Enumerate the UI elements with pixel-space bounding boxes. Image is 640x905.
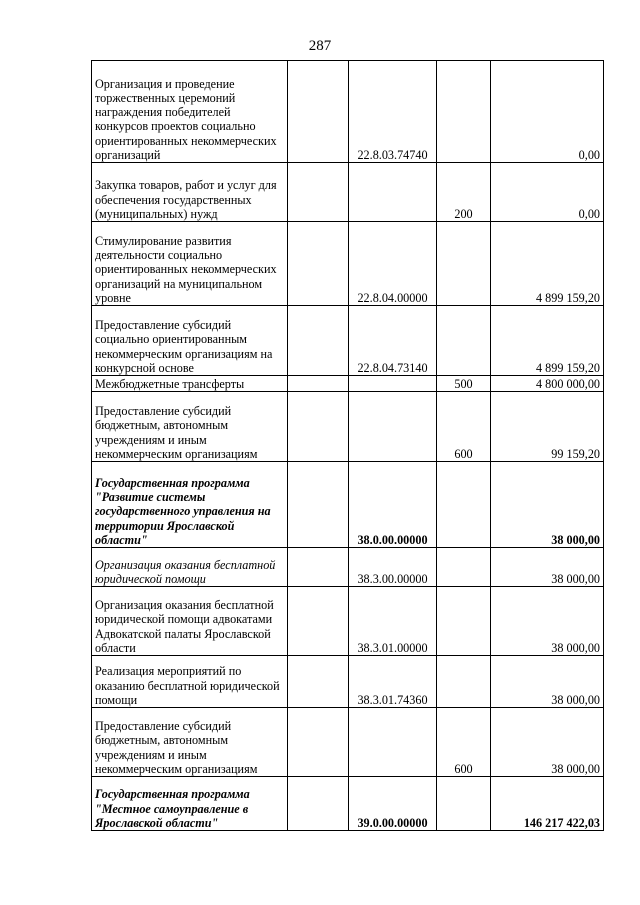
table-row xyxy=(92,222,604,306)
row-name: Государственная программа "Местное самоуправление в Ярославской области" xyxy=(92,777,288,831)
row-name: Государственная программа "Развитие системы государственного управления на территории Ярославской области" xyxy=(92,462,288,548)
row-amount: 4 899 159,20 xyxy=(491,306,604,376)
row-amount: 38 000,00 xyxy=(491,548,604,587)
row-code: 38.0.00.00000 xyxy=(349,462,437,548)
row-expense-type: 600 xyxy=(437,392,491,462)
row-code: 39.0.00.00000 xyxy=(349,777,437,831)
row-expense-type: 600 xyxy=(437,708,491,777)
row-amount: 38 000,00 xyxy=(491,656,604,708)
row-amount: 0,00 xyxy=(491,163,604,222)
table-row xyxy=(92,376,604,392)
row-expense-type xyxy=(437,306,491,376)
row-name: Организация и проведение торжественных церемоний награждения победителей конкурсов проектов социально ориентированных некоммерческих организаций xyxy=(92,61,288,163)
table-row xyxy=(92,587,604,656)
row-expense-type xyxy=(437,777,491,831)
table-row xyxy=(92,163,604,222)
row-code: 22.8.04.00000 xyxy=(349,222,437,306)
table-row xyxy=(92,61,604,163)
row-name: Предоставление субсидий бюджетным, автономным учреждениям и иным некоммерческим организациям xyxy=(92,708,288,777)
row-expense-type: 200 xyxy=(437,163,491,222)
empty-cell xyxy=(288,548,349,587)
row-code: 38.3.00.00000 xyxy=(349,548,437,587)
budget-table xyxy=(91,60,604,831)
row-amount: 38 000,00 xyxy=(491,587,604,656)
empty-cell xyxy=(288,222,349,306)
row-code: 22.8.03.74740 xyxy=(349,61,437,163)
row-amount: 4 899 159,20 xyxy=(491,222,604,306)
row-name: Межбюджетные трансферты xyxy=(92,376,288,392)
row-code xyxy=(349,376,437,392)
table-row xyxy=(92,306,604,376)
row-name: Предоставление субсидий бюджетным, автономным учреждениям и иным некоммерческим организациям xyxy=(92,392,288,462)
row-name: Предоставление субсидий социально ориентированным некоммерческим организациям на конкурсной основе xyxy=(92,306,288,376)
row-name: Организация оказания бесплатной юридической помощи xyxy=(92,548,288,587)
empty-cell xyxy=(288,587,349,656)
row-code: 38.3.01.74360 xyxy=(349,656,437,708)
row-name: Реализация мероприятий по оказанию бесплатной юридической помощи xyxy=(92,656,288,708)
empty-cell xyxy=(288,777,349,831)
row-name: Закупка товаров, работ и услуг для обеспечения государственных (муниципальных) нужд xyxy=(92,163,288,222)
empty-cell xyxy=(288,61,349,163)
table-row xyxy=(92,462,604,548)
row-code xyxy=(349,708,437,777)
row-expense-type xyxy=(437,462,491,548)
row-amount: 99 159,20 xyxy=(491,392,604,462)
table-row xyxy=(92,392,604,462)
empty-cell xyxy=(288,306,349,376)
row-code: 38.3.01.00000 xyxy=(349,587,437,656)
row-code xyxy=(349,163,437,222)
empty-cell xyxy=(288,376,349,392)
empty-cell xyxy=(288,462,349,548)
empty-cell xyxy=(288,708,349,777)
table-row xyxy=(92,708,604,777)
row-expense-type: 500 xyxy=(437,376,491,392)
row-expense-type xyxy=(437,656,491,708)
row-name: Организация оказания бесплатной юридической помощи адвокатами Адвокатской палаты Ярославской области xyxy=(92,587,288,656)
row-amount: 38 000,00 xyxy=(491,462,604,548)
row-amount: 0,00 xyxy=(491,61,604,163)
empty-cell xyxy=(288,392,349,462)
row-code: 22.8.04.73140 xyxy=(349,306,437,376)
row-code xyxy=(349,392,437,462)
row-expense-type xyxy=(437,61,491,163)
table-row xyxy=(92,777,604,831)
row-amount: 4 800 000,00 xyxy=(491,376,604,392)
row-amount: 146 217 422,03 xyxy=(491,777,604,831)
row-amount: 38 000,00 xyxy=(491,708,604,777)
empty-cell xyxy=(288,656,349,708)
row-name: Стимулирование развития деятельности социально ориентированных некоммерческих организаций на муниципальном уровне xyxy=(92,222,288,306)
page-number: 287 xyxy=(308,38,332,54)
table-row xyxy=(92,548,604,587)
row-expense-type xyxy=(437,587,491,656)
empty-cell xyxy=(288,163,349,222)
row-expense-type xyxy=(437,222,491,306)
row-expense-type xyxy=(437,548,491,587)
table-row xyxy=(92,656,604,708)
